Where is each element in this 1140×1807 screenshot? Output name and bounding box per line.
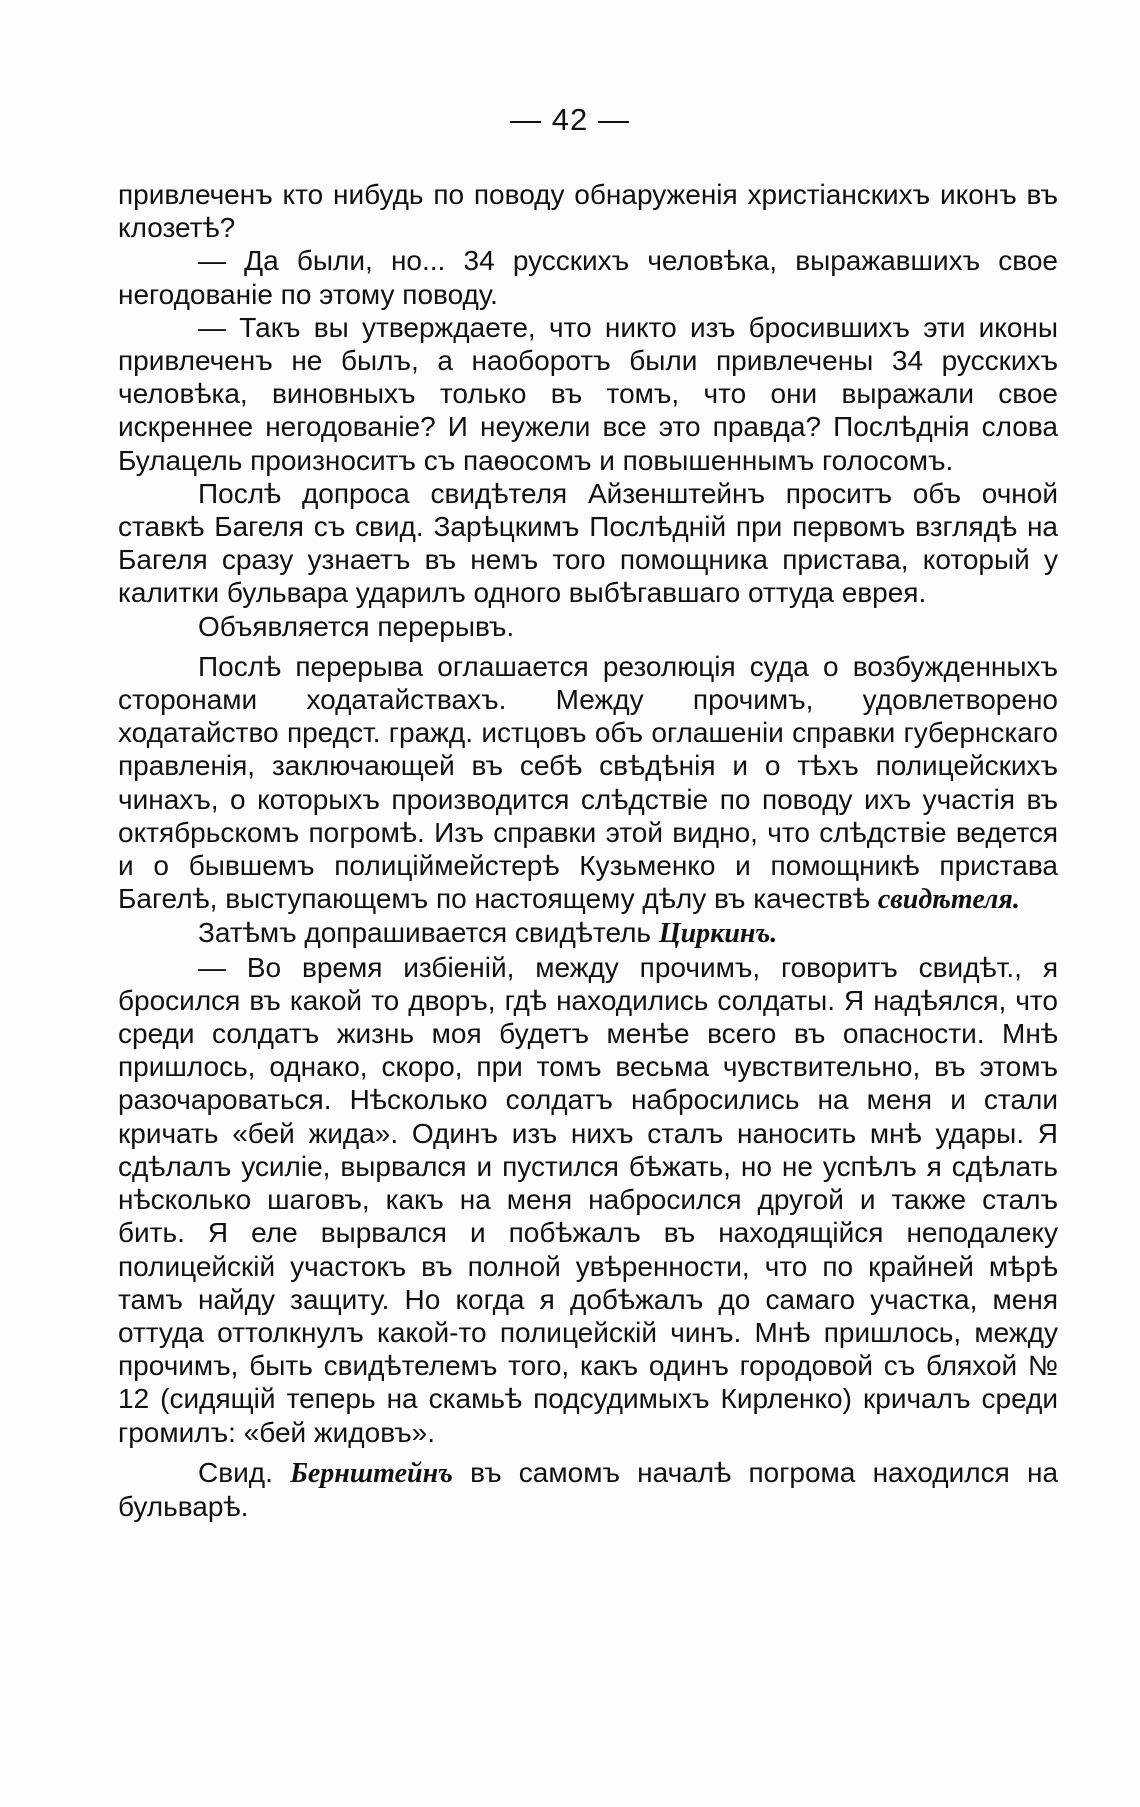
witness-name: Циркинъ. xyxy=(658,918,778,950)
paragraph-text: Затѣмъ допрашивается свидѣтель xyxy=(198,917,652,949)
paragraph-text: Объявляется перерывъ. xyxy=(198,610,515,642)
witness-name: Бернштейнъ xyxy=(290,1457,453,1489)
body-text xyxy=(118,178,1058,1523)
italic-word: свидѣтеля. xyxy=(877,884,1020,916)
paragraph xyxy=(118,1456,1058,1523)
paragraph xyxy=(118,951,1058,1449)
paragraph-text: Послѣ перерыва оглашается резолюція суда о возбужденныхъ сторонами ходатайствахъ. Между прочимъ, удовлетворено ходатайство предст. гражд. истцовъ объ оглашеніи справки губернскаго правленія, заключающей въ себѣ свѣдѣнія и о тѣхъ полицейскихъ чинахъ, о которыхъ производится слѣдствіе по поводу ихъ участія въ октябрьскомъ погромѣ. Изъ справки этой видно, что слѣдствіе ведется и о бывшемъ полиціймейстерѣ Кузьменко и помощникѣ пристава Багелѣ, выступающемъ по настоящему дѣлу въ качествѣ xyxy=(118,650,1058,915)
paragraph-text: Послѣ допроса свидѣтеля Айзенштейнъ проситъ объ очной ставкѣ Багеля съ свид. Зарѣцкимъ Послѣдній при первомъ взглядѣ на Багеля сразу узнаетъ въ немъ того помощника пристава, который у калитки бульвара ударилъ одного выбѣгавшаго оттуда еврея. xyxy=(118,477,1058,609)
paragraph xyxy=(118,477,1058,610)
paragraph-text: привлеченъ кто нибудь по поводу обнаруженія христіанскихъ иконъ въ клозетѣ? xyxy=(118,179,1058,244)
paragraph-text: въ самомъ началѣ погрома находился на бульварѣ. xyxy=(118,1456,1059,1522)
paragraph xyxy=(118,311,1058,477)
page-number: — 42 — xyxy=(510,102,630,137)
paragraph xyxy=(118,650,1058,917)
paragraph xyxy=(118,244,1058,310)
paragraph-text: — Да были, но... 34 русскихъ человѣка, выражавшихъ свое негодованіе по этому поводу. xyxy=(118,245,1058,310)
paragraph-text: Свид. xyxy=(198,1456,273,1488)
paragraph-text: — Такъ вы утверждаете, что никто изъ бросившихъ эти иконы привлеченъ не былъ, а наоборотъ были привлечены 34 русскихъ человѣка, виновныхъ только въ томъ, что они выражали свое искреннее негодованіе? И неужели все это правда? Послѣднія слова Булацель произноситъ съ паѳосомъ и повышеннымъ голосомъ. xyxy=(118,311,1058,476)
paragraph xyxy=(118,610,1058,643)
paragraph xyxy=(118,178,1058,244)
paragraph xyxy=(118,916,1058,950)
paragraph-text: — Во время избіеній, между прочимъ, говоритъ свидѣт., я бросился въ какой то дворъ, гдѣ находились солдаты. Я надѣялся, что среди солдатъ жизнь моя будетъ менѣе всего въ опасности. Мнѣ пришлось, однако, скоро, при томъ весьма чувствительно, въ этомъ разочароваться. Нѣсколько солдатъ набросились на меня и стали кричать «бей жида». Одинъ изъ нихъ сталъ наносить мнѣ удары. Я сдѣлалъ усиліе, вырвался и пустился бѣжать, но не успѣлъ я сдѣлать нѣсколько шаговъ, какъ на меня набросился другой и также сталъ бить. Я еле вырвался и побѣжалъ въ находящійся неподалеку полицейскій участокъ въ полной увѣренности, что по крайней мѣрѣ тамъ найду защиту. Но когда я добѣжалъ до самаго участка, меня оттуда оттолкнулъ какой-то полицейскій чинъ. Мнѣ пришлось, между прочимъ, быть свидѣтелемъ того, какъ одинъ городовой съ бляхой № 12 (сидящій теперь на скамьѣ подсудимыхъ Кирленко) кричалъ среди громилъ: «бей жидовъ». xyxy=(118,951,1058,1448)
